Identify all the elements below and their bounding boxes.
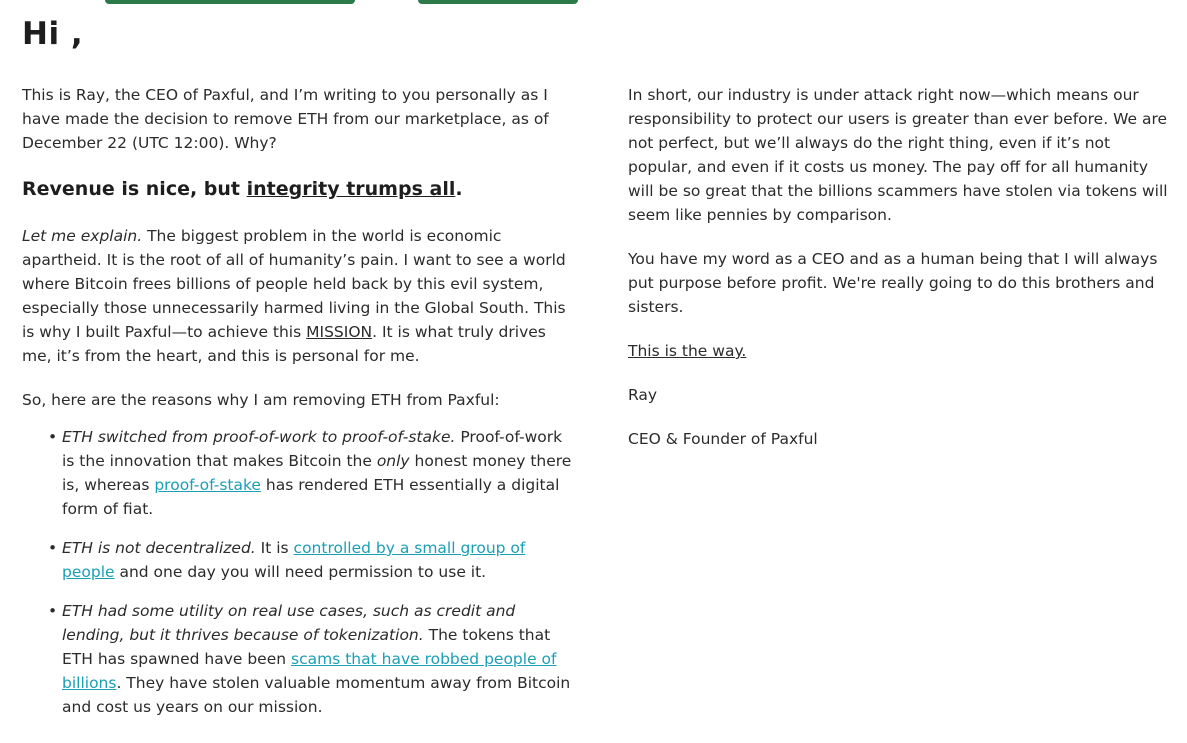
promise-paragraph: You have my word as a CEO and as a human being that I will always put purpose before profit. We're really going to do this brothers and sisters. <box>628 250 1158 316</box>
left-column <box>22 83 572 734</box>
reason-text: Proof-of-work is the innovation that makes Bitcoin the <box>62 428 563 470</box>
this-is-the-way-link[interactable]: This is the way. <box>628 342 747 360</box>
reason-text: It is <box>255 539 294 557</box>
reason-emphasis: only <box>376 452 410 470</box>
controlled-by-small-group-link[interactable]: controlled by a small group of people <box>62 539 526 581</box>
reasons-list <box>22 425 572 719</box>
subhead-text: Revenue is nice, but <box>22 178 247 200</box>
reasons-intro: So, here are the reasons why I am removing ETH from Paxful: <box>22 391 500 409</box>
reason-lead: ETH switched from proof-of-work to proof-of-stake. <box>62 428 456 446</box>
reason-text: has rendered ETH essentially a digital form of fiat. <box>62 476 560 518</box>
reason-lead: ETH had some utility on real use cases, such as credit and lending, but it thrives because of tokenization. <box>62 602 516 644</box>
integrity-link[interactable]: integrity trumps all <box>246 178 456 200</box>
explain-lead: Let me explain. <box>22 227 143 245</box>
subhead-period: . <box>455 178 463 200</box>
explain-body: The biggest problem in the world is economic apartheid. It is the root of all of humanity’s pain. I want to see a world where Bitcoin frees billions of people held back by this evil system, especially those unnecessarily harmed living in the Global South. This is why I built Paxful—to achieve this <box>22 227 566 341</box>
reason-text: . They have stolen valuable momentum away from Bitcoin and cost us years on our mission. <box>62 674 571 716</box>
mission-link[interactable]: MISSION <box>306 323 373 341</box>
reason-text: honest money there is, whereas <box>62 452 572 494</box>
signature: Ray <box>628 386 658 404</box>
scams-link[interactable]: scams that have robbed people of billions <box>62 650 557 692</box>
explain-tail: . It is what truly drives me, it’s from the heart, and this is personal for me. <box>22 323 546 365</box>
industry-paragraph: In short, our industry is under attack right now—which means our responsibility to protect our users is greater than ever before. We are not perfect, but we’ll always do the right thing, even if it’s not popular, and even if it costs us money. The pay off for all humanity will be so great that the billions scammers have stolen via tokens will seem like pennies by comparison. <box>628 86 1168 224</box>
intro-paragraph: This is Ray, the CEO of Paxful, and I’m writing to you personally as I have made the decision to remove ETH from our marketplace, as of December 22 (UTC 12:00). Why? <box>22 86 549 152</box>
reason-item-tokenization <box>62 599 572 719</box>
reason-lead: ETH is not decentralized. <box>62 539 256 557</box>
proof-of-stake-link[interactable]: proof-of-stake <box>154 476 261 494</box>
right-column <box>628 83 1168 451</box>
reason-item-decentralized <box>62 536 572 584</box>
reason-item-pos <box>62 425 572 521</box>
greeting-heading: Hi , <box>22 16 84 52</box>
header-decoration-left <box>105 0 355 4</box>
signature-title: CEO & Founder of Paxful <box>628 430 818 448</box>
this-is-the-way-paragraph <box>628 339 1168 363</box>
reason-text: The tokens that ETH has spawned have been <box>62 626 551 668</box>
reason-text: and one day you will need permission to use it. <box>114 563 487 581</box>
header-decoration-right <box>418 0 578 4</box>
explain-paragraph <box>22 224 572 368</box>
subheading <box>22 176 572 202</box>
